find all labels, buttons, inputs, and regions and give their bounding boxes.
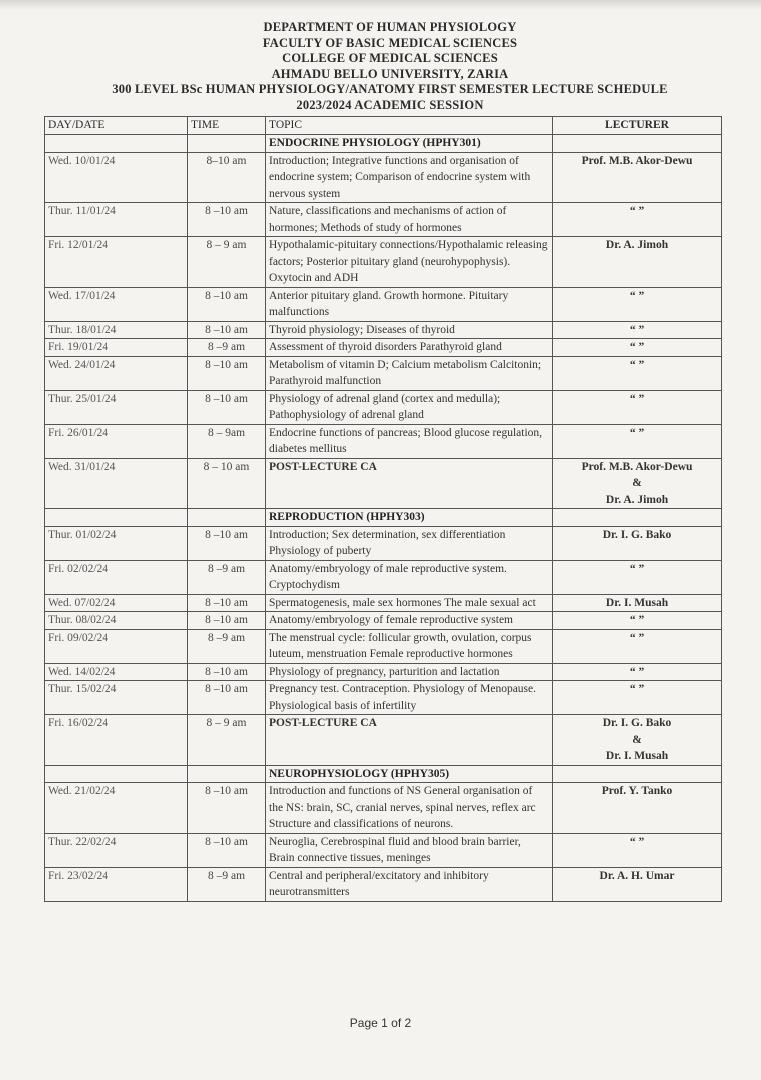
table-row	[45, 594, 722, 612]
lecturer-cell: “ ”	[553, 560, 722, 594]
topic-cell: Anatomy/embryology of female reproductive system	[266, 612, 553, 630]
table-row	[45, 629, 722, 663]
date-cell: Wed. 10/01/24	[45, 152, 188, 203]
column-header-date: DAY/DATE	[45, 117, 188, 135]
time-cell: 8 –9 am	[188, 560, 266, 594]
lecturer-cell: Dr. I. Musah	[553, 594, 722, 612]
lecturer-cell: Dr. A. Jimoh	[553, 237, 722, 288]
table-row	[45, 339, 722, 357]
topic-cell: Endocrine functions of pancreas; Blood glucose regulation, diabetes mellitus	[266, 424, 553, 458]
topic-cell: POST-LECTURE CA	[266, 458, 553, 509]
time-cell: 8 – 9 am	[188, 715, 266, 766]
time-cell: 8 –10 am	[188, 833, 266, 867]
time-cell: 8 – 9am	[188, 424, 266, 458]
lecturer-cell	[553, 765, 722, 783]
lecturer-cell: Dr. I. G. Bako & Dr. I. Musah	[553, 715, 722, 766]
topic-cell: Anterior pituitary gland. Growth hormone. Pituitary malfunctions	[266, 287, 553, 321]
date-cell: Fri. 23/02/24	[45, 867, 188, 901]
lecturer-cell: “ ”	[553, 833, 722, 867]
column-header-topic: TOPIC	[266, 117, 553, 135]
topic-cell: Central and peripheral/excitatory and inhibitory neurotransmitters	[266, 867, 553, 901]
lecturer-cell: “ ”	[553, 287, 722, 321]
date-cell: Thur. 15/02/24	[45, 681, 188, 715]
lecturer-cell	[553, 509, 722, 527]
time-cell: 8 –9 am	[188, 867, 266, 901]
date-cell	[45, 765, 188, 783]
time-cell: 8 –10 am	[188, 321, 266, 339]
topic-cell: Hypothalamic-pituitary connections/Hypothalamic releasing factors; Posterior pituitary gland (neurohypophysis). Oxytocin and ADH	[266, 237, 553, 288]
date-cell: Wed. 24/01/24	[45, 356, 188, 390]
table-body	[45, 135, 722, 902]
time-cell: 8 – 10 am	[188, 458, 266, 509]
lecturer-cell: “ ”	[553, 356, 722, 390]
time-cell: 8 –10 am	[188, 287, 266, 321]
date-cell	[45, 509, 188, 527]
topic-cell: Introduction and functions of NS General organisation of the NS: brain, SC, cranial nerves, spinal nerves, reflex arc Structure and classifications of neurons.	[266, 783, 553, 834]
topic-cell: Assessment of thyroid disorders Parathyroid gland	[266, 339, 553, 357]
date-cell: Fri. 09/02/24	[45, 629, 188, 663]
date-cell: Thur. 08/02/24	[45, 612, 188, 630]
time-cell: 8 –10 am	[188, 783, 266, 834]
lecturer-cell	[553, 135, 722, 153]
time-cell: 8 –9 am	[188, 629, 266, 663]
time-cell: 8 –10 am	[188, 203, 266, 237]
time-cell: 8 –10 am	[188, 390, 266, 424]
time-cell	[188, 765, 266, 783]
table-row	[45, 390, 722, 424]
date-cell: Fri. 12/01/24	[45, 237, 188, 288]
table-row	[45, 203, 722, 237]
date-cell: Wed. 14/02/24	[45, 663, 188, 681]
table-row	[45, 833, 722, 867]
faculty-title: FACULTY OF BASIC MEDICAL SCIENCES	[262, 35, 518, 50]
table-row	[45, 783, 722, 834]
document-header	[60, 20, 720, 113]
date-cell: Thur. 01/02/24	[45, 526, 188, 560]
topic-cell: The menstrual cycle: follicular growth, ovulation, corpus luteum, menstruation Female reproductive hormones	[266, 629, 553, 663]
session-title: 2023/2024 ACADEMIC SESSION	[296, 97, 484, 112]
table-row	[45, 287, 722, 321]
topic-cell: Metabolism of vitamin D; Calcium metabolism Calcitonin; Parathyroid malfunction	[266, 356, 553, 390]
table-row	[45, 867, 722, 901]
time-cell: 8 –10 am	[188, 612, 266, 630]
table-row	[45, 715, 722, 766]
lecturer-cell: Prof. Y. Tanko	[553, 783, 722, 834]
topic-cell: Introduction; Integrative functions and organisation of endocrine system; Comparison of endocrine system with nervous system	[266, 152, 553, 203]
lecturer-cell: Prof. M.B. Akor-Dewu	[553, 152, 722, 203]
section-title: ENDOCRINE PHYSIOLOGY (HPHY301)	[266, 135, 553, 153]
schedule-title: 300 LEVEL BSc HUMAN PHYSIOLOGY/ANATOMY FIRST SEMESTER LECTURE SCHEDULE	[112, 82, 668, 96]
time-cell: 8 –10 am	[188, 526, 266, 560]
section-title: NEUROPHYSIOLOGY (HPHY305)	[266, 765, 553, 783]
topic-cell: Neuroglia, Cerebrospinal fluid and blood brain barrier, Brain connective tissues, meninges	[266, 833, 553, 867]
department-title: DEPARTMENT OF HUMAN PHYSIOLOGY	[263, 20, 517, 34]
table-row	[45, 152, 722, 203]
date-cell: Thur. 18/01/24	[45, 321, 188, 339]
date-cell: Thur. 22/02/24	[45, 833, 188, 867]
topic-cell: Physiology of adrenal gland (cortex and medulla); Pathophysiology of adrenal gland	[266, 390, 553, 424]
lecturer-cell: “ ”	[553, 390, 722, 424]
topic-cell: Pregnancy test. Contraception. Physiology of Menopause. Physiological basis of infertility	[266, 681, 553, 715]
column-header-time: TIME	[188, 117, 266, 135]
time-cell: 8 – 9 am	[188, 237, 266, 288]
lecturer-cell: “ ”	[553, 339, 722, 357]
lecturer-cell: “ ”	[553, 612, 722, 630]
time-cell	[188, 135, 266, 153]
time-cell: 8 –10 am	[188, 681, 266, 715]
date-cell: Thur. 25/01/24	[45, 390, 188, 424]
time-cell	[188, 509, 266, 527]
column-header-lecturer: LECTURER	[553, 117, 722, 135]
lecturer-cell: “ ”	[553, 424, 722, 458]
table-row	[45, 663, 722, 681]
lecturer-cell: “ ”	[553, 663, 722, 681]
section-row	[45, 509, 722, 527]
section-row	[45, 765, 722, 783]
date-cell: Wed. 17/01/24	[45, 287, 188, 321]
section-row	[45, 135, 722, 153]
lecturer-cell: “ ”	[553, 321, 722, 339]
table-row	[45, 458, 722, 509]
lecturer-cell: Dr. A. H. Umar	[553, 867, 722, 901]
table-row	[45, 612, 722, 630]
university-title: AHMADU BELLO UNIVERSITY, ZARIA	[271, 66, 509, 81]
topic-cell: Anatomy/embryology of male reproductive system. Cryptochydism	[266, 560, 553, 594]
topic-cell: Introduction; Sex determination, sex differentiation Physiology of puberty	[266, 526, 553, 560]
table-row	[45, 321, 722, 339]
topic-cell: Thyroid physiology; Diseases of thyroid	[266, 321, 553, 339]
table-header-row	[45, 117, 722, 135]
lecturer-cell: “ ”	[553, 629, 722, 663]
time-cell: 8 –10 am	[188, 663, 266, 681]
page-number: Page 1 of 2	[349, 1016, 412, 1030]
date-cell	[45, 135, 188, 153]
date-cell: Fri. 26/01/24	[45, 424, 188, 458]
table-row	[45, 424, 722, 458]
topic-cell: Nature, classifications and mechanisms of action of hormones; Methods of study of hormones	[266, 203, 553, 237]
table-row	[45, 681, 722, 715]
table-row	[45, 237, 722, 288]
time-cell: 8 –9 am	[188, 339, 266, 357]
date-cell: Wed. 21/02/24	[45, 783, 188, 834]
date-cell: Fri. 02/02/24	[45, 560, 188, 594]
topic-cell: Spermatogenesis, male sex hormones The male sexual act	[266, 594, 553, 612]
table-row	[45, 356, 722, 390]
page-edge-shadow	[0, 0, 761, 10]
date-cell: Thur. 11/01/24	[45, 203, 188, 237]
time-cell: 8–10 am	[188, 152, 266, 203]
lecturer-cell: “ ”	[553, 681, 722, 715]
date-cell: Wed. 07/02/24	[45, 594, 188, 612]
date-cell: Fri. 19/01/24	[45, 339, 188, 357]
lecturer-cell: Prof. M.B. Akor-Dewu & Dr. A. Jimoh	[553, 458, 722, 509]
date-cell: Wed. 31/01/24	[45, 458, 188, 509]
date-cell: Fri. 16/02/24	[45, 715, 188, 766]
lecture-schedule-table	[44, 116, 722, 902]
section-title: REPRODUCTION (HPHY303)	[266, 509, 553, 527]
topic-cell: Physiology of pregnancy, parturition and lactation	[266, 663, 553, 681]
time-cell: 8 –10 am	[188, 594, 266, 612]
time-cell: 8 –10 am	[188, 356, 266, 390]
table-row	[45, 526, 722, 560]
lecturer-cell: Dr. I. G. Bako	[553, 526, 722, 560]
topic-cell: POST-LECTURE CA	[266, 715, 553, 766]
lecturer-cell: “ ”	[553, 203, 722, 237]
college-title: COLLEGE OF MEDICAL SCIENCES	[282, 51, 498, 65]
table-row	[45, 560, 722, 594]
